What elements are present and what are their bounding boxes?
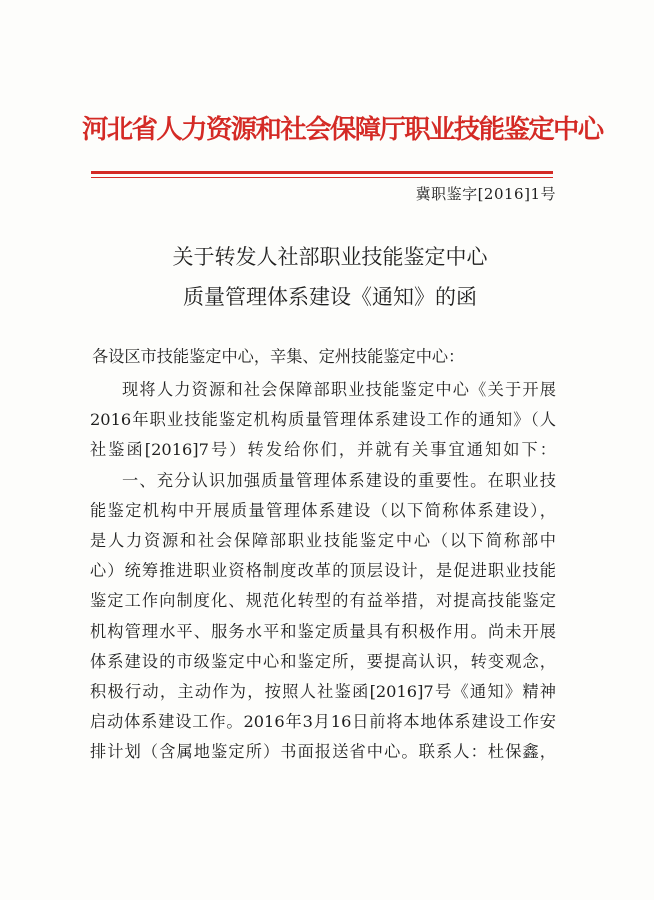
issuer-masthead: 河北省人力资源和社会保障厅职业技能鉴定中心 (82, 114, 603, 145)
body-line: 机构管理水平、服务水平和鉴定质量具有积极作用。尚未开展 (90, 621, 556, 641)
body-line: 一、充分认识加强质量管理体系建设的重要性。在职业技 (122, 470, 556, 490)
body-text (90, 375, 556, 767)
body-line: 能鉴定机构中开展质量管理体系建设（以下简称体系建设）， (90, 500, 556, 520)
salutation: 各设区市技能鉴定中心，辛集、定州技能鉴定中心： (92, 347, 465, 366)
body-line: 积极行动，主动作为，按照人社鉴函[2016]7号《通知》精神 (90, 681, 556, 701)
document-title-line-2: 质量管理体系建设《通知》的函 (183, 285, 477, 309)
body-line: 现将人力资源和社会保障部职业技能鉴定中心《关于开展 (122, 380, 556, 399)
body-line: 2016年职业技能鉴定机构质量管理体系建设工作的通知》（人 (90, 410, 556, 430)
body-line: 体系建设的市级鉴定中心和鉴定所，要提高认识，转变观念， (90, 651, 556, 671)
body-line: 心）统筹推进职业资格制度改革的顶层设计，是促进职业技能 (90, 561, 556, 581)
body-line: 鉴定工作向制度化、规范化转型的有益举措，对提高技能鉴定 (90, 591, 556, 611)
red-rule-thick (91, 171, 553, 174)
document-number: 冀职鉴字[2016]1号 (415, 185, 556, 203)
body-line: 排计划（含属地鉴定所）书面报送省中心。联系人：杜保鑫， (90, 742, 556, 762)
red-rule-thin (91, 177, 553, 178)
body-line: 是人力资源和社会保障部职业技能鉴定中心（以下简称部中 (90, 530, 556, 550)
body-line: 启动体系建设工作。2016年3月16日前将本地体系建设工作安 (90, 712, 556, 732)
body-line: 社鉴函[2016]7号）转发给你们，并就有关事宜通知如下： (90, 440, 556, 460)
document-title-line-1: 关于转发人社部职业技能鉴定中心 (172, 245, 488, 269)
